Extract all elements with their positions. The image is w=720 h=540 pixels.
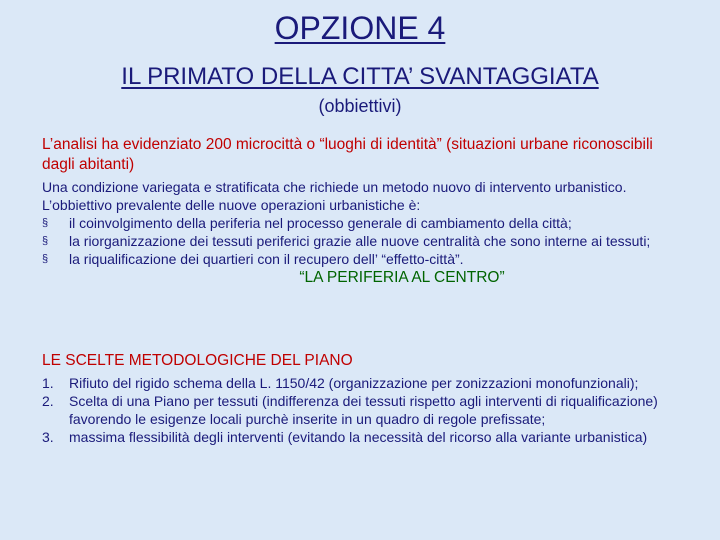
bullet-text: la riqualificazione dei quartieri con il recupero dell’ “effetto-città”.: [69, 251, 464, 267]
slide-subtitle: [0, 62, 720, 92]
section-title: LE SCELTE METODOLOGICHE DEL PIANO: [42, 352, 353, 369]
bullet-marker: §: [42, 217, 49, 229]
intro-text: L’analisi ha evidenziato 200 microcittà o “luoghi di identità” (situazioni urbane riconoscibili dagli abitanti): [42, 136, 653, 173]
list-text: massima flessibilità degli interventi (evitando la necessità del ricorso alla variante urbanistica): [69, 429, 648, 445]
objectives-label: (obbiettivi): [318, 96, 402, 116]
bullet-marker: §: [42, 253, 49, 265]
objectives-body: [42, 178, 682, 288]
paragraph-2: L’obbiettivo prevalente delle nuove operazioni urbanistiche è:: [42, 197, 421, 213]
subtitle-text: IL PRIMATO DELLA CITTA’ SVANTAGGIATA: [121, 63, 599, 90]
paragraph-1: Una condizione variegata e stratificata che richiede un metodo nuovo di intervento urbanistico.: [42, 179, 627, 195]
bullet-item: [42, 250, 682, 268]
bullet-text: la riorganizzazione dei tessuti periferici grazie alle nuove centralità che sono interne ai tessuti;: [69, 233, 651, 249]
bullet-item: [42, 232, 682, 250]
list-number: 1.: [42, 375, 54, 391]
list-text: Scelta di una Piano per tessuti (indifferenza dei tessuti rispetto agli interventi di riqualificazione) favorendo le esigenze locali purchè inserite in un quadro di regole prefissate;: [69, 393, 658, 427]
slide-title: [0, 8, 720, 48]
slogan: “LA PERIFERIA AL CENTRO”: [299, 269, 505, 286]
methods-list: [42, 374, 682, 446]
list-number: 3.: [42, 429, 54, 445]
bullet-marker: §: [42, 235, 49, 247]
list-item: [42, 392, 682, 428]
list-number: 2.: [42, 393, 54, 409]
bullet-text: il coinvolgimento della periferia nel processo generale di cambiamento della città;: [69, 215, 572, 231]
list-item: [42, 428, 682, 446]
title-text: OPZIONE 4: [274, 10, 446, 46]
list-text: Rifiuto del rigido schema della L. 1150/42 (organizzazione per zonizzazioni monofunzionali);: [69, 375, 639, 391]
bullet-item: [42, 214, 682, 232]
list-item: [42, 374, 682, 392]
